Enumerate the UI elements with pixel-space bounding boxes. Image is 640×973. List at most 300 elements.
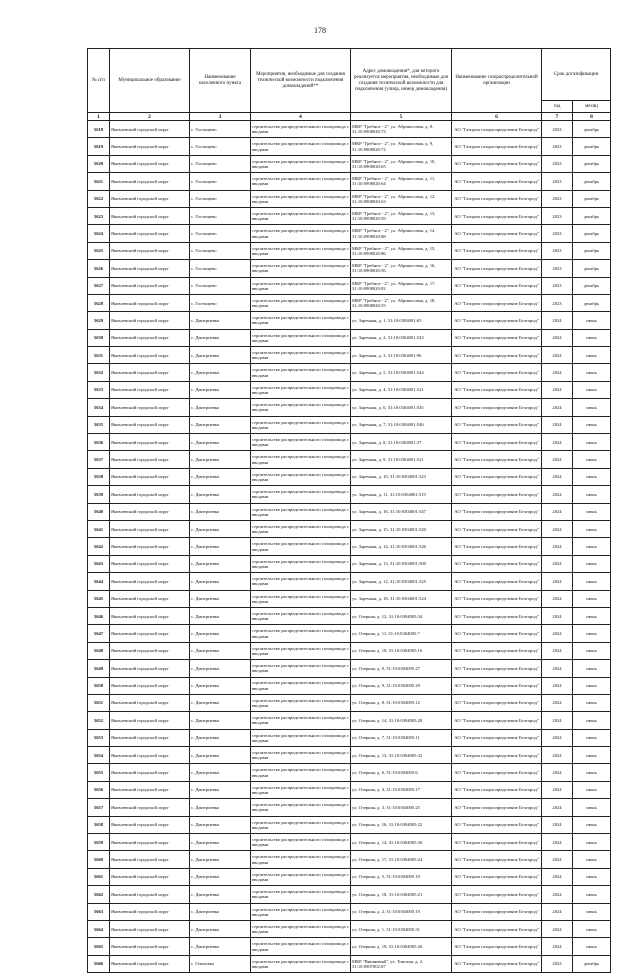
organization-cell: АО "Газпром газораспределение Белгород" [452,816,542,833]
year-cell: 2024 [542,781,573,798]
year-cell: 2024 [542,660,573,677]
address-cell: ул. Заречная, д. 2, 31:10:0304001:543 [351,329,452,346]
address-cell: ул. Озерная, д. 6, 31:10:0304005:6 [351,764,452,781]
municipality-cell: Яковлевский городской округ [110,747,190,764]
measure-cell: строительство распределительного газопровода с вводами [251,712,351,729]
year-cell: 2024 [542,416,573,433]
organization-cell: АО "Газпром газораспределение Белгород" [452,781,542,798]
address-cell: ул. Заречная, д. 9, 31:10:0304001:521 [351,451,452,468]
measure-cell: строительство распределительного газопровода с вводами [251,520,351,537]
row-number: 5631 [88,347,110,364]
address-cell: ул. Озерная, д. 16, 31:10:0304005:22 [351,816,452,833]
table-row [88,173,611,190]
municipality-cell: Яковлевский городской округ [110,573,190,590]
month-cell: июнь [573,503,611,520]
row-number: 5619 [88,138,110,155]
month-cell: июнь [573,799,611,816]
organization-cell: АО "Газпром газораспределение Белгород" [452,503,542,520]
address-cell: МКР "Вишневый", ул. Томская, д. 2, 31:10:0907002:87 [351,955,452,972]
year-cell: 2024 [542,729,573,746]
address-cell: ул. Озерная, д. 14, 31:10:0304005:28 [351,712,452,729]
organization-cell: АО "Газпром газораспределение Белгород" [452,694,542,711]
table-row [88,694,611,711]
municipality-cell: Яковлевский городской округ [110,729,190,746]
year-cell: 2024 [542,399,573,416]
row-number: 5638 [88,468,110,485]
municipality-cell: Яковлевский городской округ [110,903,190,920]
municipality-cell: Яковлевский городской округ [110,294,190,311]
table-body [88,121,611,973]
measure-cell: строительство распределительного газопровода с вводами [251,260,351,277]
row-number: 5629 [88,312,110,329]
organization-cell: АО "Газпром газораспределение Белгород" [452,486,542,503]
locality-cell: с. Гостищево [190,242,251,259]
year-cell: 2024 [542,520,573,537]
month-cell: июнь [573,816,611,833]
municipality-cell: Яковлевский городской округ [110,277,190,294]
measure-cell: строительство распределительного газопровода с вводами [251,503,351,520]
locality-cell: с. Гостищево [190,207,251,224]
row-number: 5635 [88,416,110,433]
table-row [88,868,611,885]
municipality-cell: Яковлевский городской округ [110,625,190,642]
organization-cell: АО "Газпром газораспределение Белгород" [452,277,542,294]
address-cell: ул. Заречная, д. 6, 31:10:0304001:545 [351,399,452,416]
municipality-cell: Яковлевский городской округ [110,364,190,381]
measure-cell: строительство распределительного газопровода с вводами [251,694,351,711]
year-cell: 2024 [542,312,573,329]
organization-cell: АО "Газпром газораспределение Белгород" [452,242,542,259]
measure-cell: строительство распределительного газопровода с вводами [251,190,351,207]
table-row [88,207,611,224]
table-row [88,781,611,798]
column-number: 7 [542,113,573,121]
measure-cell: строительство распределительного газопровода с вводами [251,729,351,746]
locality-cell: с. Ольховка [190,955,251,972]
month-cell: июнь [573,451,611,468]
row-number: 5666 [88,955,110,972]
year-cell: 2024 [542,799,573,816]
header-year: год [542,101,573,113]
measure-cell: строительство распределительного газопровода с вводами [251,816,351,833]
year-cell: 2024 [542,434,573,451]
month-cell: июнь [573,868,611,885]
municipality-cell: Яковлевский городской округ [110,155,190,172]
locality-cell: с. Гостищево [190,121,251,138]
address-cell: ул. Озерная, д. 19, 31:10:0304005:26 [351,938,452,955]
year-cell: 2023 [542,955,573,972]
header-municipality: Муниципальное образование [110,49,190,113]
organization-cell: АО "Газпром газораспределение Белгород" [452,799,542,816]
address-cell: МКР "Гребное - 2", ул. Абрикосовая, д. 18, 31:10:0908020:55 [351,294,452,311]
month-cell: июнь [573,625,611,642]
organization-cell: АО "Газпром газораспределение Белгород" [452,555,542,572]
row-number: 5624 [88,225,110,242]
table-row [88,816,611,833]
address-cell: ул. Озерная, д. 5, 31:10:0304005:10 [351,868,452,885]
month-cell: июнь [573,416,611,433]
month-cell: июнь [573,834,611,851]
table-row [88,834,611,851]
year-cell: 2024 [542,694,573,711]
table-row [88,277,611,294]
locality-cell: с. Дмитриевка [190,799,251,816]
table-row [88,138,611,155]
gasification-table [87,48,611,973]
row-number: 5636 [88,434,110,451]
measure-cell: строительство распределительного газопровода с вводами [251,207,351,224]
municipality-cell: Яковлевский городской округ [110,590,190,607]
locality-cell: с. Гостищево [190,277,251,294]
measure-cell: строительство распределительного газопровода с вводами [251,903,351,920]
row-number: 5639 [88,486,110,503]
address-cell: ул. Заречная, д. 4, 31:10:0304001:521 [351,381,452,398]
address-cell: МКР "Гребное - 2", ул. Абрикосовая, д. 9, 31:10:0908020:72 [351,138,452,155]
year-cell: 2023 [542,260,573,277]
month-cell: декабрь [573,121,611,138]
municipality-cell: Яковлевский городской округ [110,660,190,677]
row-number: 5618 [88,121,110,138]
month-cell: июнь [573,555,611,572]
measure-cell: строительство распределительного газопровода с вводами [251,347,351,364]
municipality-cell: Яковлевский городской округ [110,399,190,416]
organization-cell: АО "Газпром газораспределение Белгород" [452,364,542,381]
measure-cell: строительство распределительного газопровода с вводами [251,764,351,781]
row-number: 5632 [88,364,110,381]
locality-cell: с. Дмитриевка [190,851,251,868]
month-cell: июнь [573,381,611,398]
year-cell: 2023 [542,138,573,155]
organization-cell: АО "Газпром газораспределение Белгород" [452,607,542,624]
address-cell: ул. Озерная, д. 8, 31:10:0304005:12 [351,694,452,711]
year-cell: 2024 [542,938,573,955]
measure-cell: строительство распределительного газопровода с вводами [251,468,351,485]
municipality-cell: Яковлевский городской округ [110,329,190,346]
table-row [88,712,611,729]
row-number: 5640 [88,503,110,520]
year-cell: 2023 [542,155,573,172]
organization-cell: АО "Газпром газораспределение Белгород" [452,381,542,398]
organization-cell: АО "Газпром газораспределение Белгород" [452,173,542,190]
address-cell: ул. Озерная, д. 3, 31:10:0304005:25 [351,799,452,816]
address-cell: МКР "Гребное - 2", ул. Абрикосовая, д. 15, 31:10:0908020:86 [351,242,452,259]
row-number: 5633 [88,381,110,398]
municipality-cell: Яковлевский городской округ [110,712,190,729]
table-row [88,851,611,868]
municipality-cell: Яковлевский городской округ [110,938,190,955]
table-row [88,312,611,329]
locality-cell: с. Дмитриевка [190,451,251,468]
locality-cell: с. Дмитриевка [190,416,251,433]
address-cell: МКР "Гребное - 2", ул. Абрикосовая, д. 16, 31:10:0908020:56 [351,260,452,277]
locality-cell: с. Дмитриевка [190,642,251,659]
row-number: 5647 [88,625,110,642]
locality-cell: с. Дмитриевка [190,920,251,937]
locality-cell: с. Дмитриевка [190,347,251,364]
address-cell: ул. Озерная, д. 1, 31:10:0304005:31 [351,920,452,937]
municipality-cell: Яковлевский городской округ [110,486,190,503]
address-cell: ул. Озерная, д. 7, 31:10:0304005:11 [351,729,452,746]
locality-cell: с. Дмитриевка [190,329,251,346]
table-row [88,573,611,590]
table-row [88,225,611,242]
row-number: 5641 [88,520,110,537]
year-cell: 2024 [542,920,573,937]
year-cell: 2024 [542,764,573,781]
table-row [88,538,611,555]
measure-cell: строительство распределительного газопровода с вводами [251,242,351,259]
table-row [88,938,611,955]
table-row [88,381,611,398]
locality-cell: с. Дмитриевка [190,729,251,746]
row-number: 5659 [88,834,110,851]
measure-cell: строительство распределительного газопровода с вводами [251,573,351,590]
measure-cell: строительство распределительного газопровода с вводами [251,277,351,294]
measure-cell: строительство распределительного газопровода с вводами [251,225,351,242]
year-cell: 2023 [542,294,573,311]
year-cell: 2024 [542,625,573,642]
year-cell: 2023 [542,190,573,207]
month-cell: июнь [573,607,611,624]
row-number: 5657 [88,799,110,816]
row-number: 5663 [88,903,110,920]
locality-cell: с. Дмитриевка [190,677,251,694]
row-number: 5658 [88,816,110,833]
row-number: 5644 [88,573,110,590]
address-cell: ул. Заречная, д. 16, 31:10:0304001:547 [351,503,452,520]
municipality-cell: Яковлевский городской округ [110,312,190,329]
year-cell: 2024 [542,503,573,520]
address-cell: МКР "Гребное - 2", ул. Абрикосовая, д. 11, 31:10:0908020:64 [351,173,452,190]
address-cell: МКР "Гребное - 2", ул. Абрикосовая, д. 13, 31:10:0908020:59 [351,207,452,224]
address-cell: ул. Заречная, д. 15, 31:10:0304001:520 [351,520,452,537]
municipality-cell: Яковлевский городской округ [110,225,190,242]
measure-cell: строительство распределительного газопровода с вводами [251,121,351,138]
row-number: 5662 [88,886,110,903]
year-cell: 2024 [542,712,573,729]
measure-cell: строительство распределительного газопровода с вводами [251,625,351,642]
table-row [88,155,611,172]
year-cell: 2024 [542,451,573,468]
municipality-cell: Яковлевский городской округ [110,260,190,277]
row-number: 5654 [88,747,110,764]
table-row [88,955,611,972]
address-cell: ул. Озерная, д. 12, 31:10:0304005:34 [351,607,452,624]
municipality-cell: Яковлевский городской округ [110,121,190,138]
measure-cell: строительство распределительного газопровода с вводами [251,747,351,764]
locality-cell: с. Гостищево [190,294,251,311]
page-number: 178 [314,26,326,35]
month-cell: декабрь [573,190,611,207]
measure-cell: строительство распределительного газопровода с вводами [251,938,351,955]
table-row [88,451,611,468]
measure-cell: строительство распределительного газопровода с вводами [251,312,351,329]
table-row [88,190,611,207]
address-cell: МКР "Гребное - 2", ул. Абрикосовая, д. 17, 31:10:0908020:82 [351,277,452,294]
table-row [88,364,611,381]
row-number: 5650 [88,677,110,694]
measure-cell: строительство распределительного газопровода с вводами [251,834,351,851]
measure-cell: строительство распределительного газопровода с вводами [251,660,351,677]
month-cell: июнь [573,573,611,590]
organization-cell: АО "Газпром газораспределение Белгород" [452,886,542,903]
municipality-cell: Яковлевский городской округ [110,851,190,868]
year-cell: 2024 [542,486,573,503]
address-cell: ул. Заречная, д. 14, 31:10:0304001:526 [351,538,452,555]
header-num: № п/п [88,49,110,113]
address-cell: ул. Озерная, д. 14, 31:10:0304005:30 [351,834,452,851]
locality-cell: с. Гостищево [190,138,251,155]
municipality-cell: Яковлевский городской округ [110,642,190,659]
measure-cell: строительство распределительного газопровода с вводами [251,329,351,346]
address-cell: ул. Заречная, д. 7, 31:10:0304001:546 [351,416,452,433]
row-number: 5625 [88,242,110,259]
municipality-cell: Яковлевский городской округ [110,834,190,851]
row-number: 5655 [88,764,110,781]
month-cell: июнь [573,729,611,746]
locality-cell: с. Дмитриевка [190,555,251,572]
organization-cell: АО "Газпром газораспределение Белгород" [452,955,542,972]
locality-cell: с. Дмитриевка [190,816,251,833]
row-number: 5646 [88,607,110,624]
address-cell: ул. Заречная, д. 1, 31:10:0304001:65 [351,312,452,329]
column-number: 2 [110,113,190,121]
measure-cell: строительство распределительного газопровода с вводами [251,886,351,903]
locality-cell: с. Дмитриевка [190,781,251,798]
address-cell: МКР "Гребное - 2", ул. Абрикосовая, д. 10, 31:10:0908020:65 [351,155,452,172]
month-cell: июнь [573,677,611,694]
measure-cell: строительство распределительного газопровода с вводами [251,173,351,190]
locality-cell: с. Дмитриевка [190,503,251,520]
address-cell: ул. Заречная, д. 3, 31:10:0304001:96 [351,347,452,364]
measure-cell: строительство распределительного газопровода с вводами [251,416,351,433]
year-cell: 2024 [542,816,573,833]
organization-cell: АО "Газпром газораспределение Белгород" [452,347,542,364]
municipality-cell: Яковлевский городской округ [110,416,190,433]
row-number: 5648 [88,642,110,659]
row-number: 5649 [88,660,110,677]
row-number: 5628 [88,294,110,311]
month-cell: июнь [573,520,611,537]
municipality-cell: Яковлевский городской округ [110,955,190,972]
locality-cell: с. Дмитриевка [190,868,251,885]
address-cell: ул. Заречная, д. 10, 31:10:0304001:523 [351,468,452,485]
locality-cell: с. Дмитриевка [190,712,251,729]
municipality-cell: Яковлевский городской округ [110,468,190,485]
year-cell: 2024 [542,468,573,485]
table-row [88,486,611,503]
row-number: 5623 [88,207,110,224]
table-row [88,503,611,520]
organization-cell: АО "Газпром газораспределение Белгород" [452,642,542,659]
measure-cell: строительство распределительного газопровода с вводами [251,920,351,937]
row-number: 5665 [88,938,110,955]
organization-cell: АО "Газпром газораспределение Белгород" [452,903,542,920]
table-row [88,625,611,642]
measure-cell: строительство распределительного газопровода с вводами [251,538,351,555]
municipality-cell: Яковлевский городской округ [110,781,190,798]
address-cell: ул. Заречная, д. 5, 31:10:0304001:544 [351,364,452,381]
address-cell: ул. Заречная, д. 13, 31:10:0304001:500 [351,555,452,572]
month-cell: июнь [573,938,611,955]
month-cell: июнь [573,312,611,329]
table-header [88,49,611,121]
municipality-cell: Яковлевский городской округ [110,816,190,833]
organization-cell: АО "Газпром газораспределение Белгород" [452,851,542,868]
locality-cell: с. Дмитриевка [190,886,251,903]
table-row [88,242,611,259]
year-cell: 2024 [542,381,573,398]
month-cell: июнь [573,886,611,903]
municipality-cell: Яковлевский городской округ [110,242,190,259]
year-cell: 2024 [542,538,573,555]
locality-cell: с. Дмитриевка [190,694,251,711]
column-number: 3 [190,113,251,121]
year-cell: 2023 [542,277,573,294]
table-row [88,903,611,920]
row-number: 5622 [88,190,110,207]
organization-cell: АО "Газпром газораспределение Белгород" [452,312,542,329]
month-cell: декабрь [573,155,611,172]
organization-cell: АО "Газпром газораспределение Белгород" [452,834,542,851]
organization-cell: АО "Газпром газораспределение Белгород" [452,920,542,937]
year-cell: 2024 [542,747,573,764]
column-number: 4 [251,113,351,121]
organization-cell: АО "Газпром газораспределение Белгород" [452,520,542,537]
organization-cell: АО "Газпром газораспределение Белгород" [452,207,542,224]
row-number: 5627 [88,277,110,294]
month-cell: июнь [573,538,611,555]
year-cell: 2023 [542,242,573,259]
organization-cell: АО "Газпром газораспределение Белгород" [452,294,542,311]
organization-cell: АО "Газпром газораспределение Белгород" [452,868,542,885]
month-cell: июнь [573,434,611,451]
organization-cell: АО "Газпром газораспределение Белгород" [452,416,542,433]
locality-cell: с. Гостищево [190,155,251,172]
locality-cell: с. Дмитриевка [190,625,251,642]
measure-cell: строительство распределительного газопровода с вводами [251,677,351,694]
table-row [88,294,611,311]
locality-cell: с. Гостищево [190,225,251,242]
locality-cell: с. Дмитриевка [190,607,251,624]
measure-cell: строительство распределительного газопровода с вводами [251,642,351,659]
year-cell: 2024 [542,903,573,920]
address-cell: ул. Озерная, д. 2, 31:10:0304005:19 [351,903,452,920]
table-row [88,642,611,659]
row-number: 5645 [88,590,110,607]
table-row [88,729,611,746]
address-cell: ул. Заречная, д. 8, 31:10:0304001:37 [351,434,452,451]
month-cell: июнь [573,920,611,937]
year-cell: 2023 [542,173,573,190]
year-cell: 2023 [542,207,573,224]
table-row [88,121,611,138]
address-cell: ул. Озерная, д. 17, 31:10:0304005:24 [351,851,452,868]
organization-cell: АО "Газпром газораспределение Белгород" [452,399,542,416]
month-cell: декабрь [573,225,611,242]
address-cell: ул. Озерная, д. 9, 31:10:0304005:29 [351,677,452,694]
month-cell: июнь [573,329,611,346]
row-number: 5630 [88,329,110,346]
year-cell: 2024 [542,868,573,885]
row-number: 5621 [88,173,110,190]
year-cell: 2024 [542,329,573,346]
row-number: 5653 [88,729,110,746]
locality-cell: с. Дмитриевка [190,434,251,451]
measure-cell: строительство распределительного газопровода с вводами [251,434,351,451]
measure-cell: строительство распределительного газопровода с вводами [251,486,351,503]
organization-cell: АО "Газпром газораспределение Белгород" [452,712,542,729]
